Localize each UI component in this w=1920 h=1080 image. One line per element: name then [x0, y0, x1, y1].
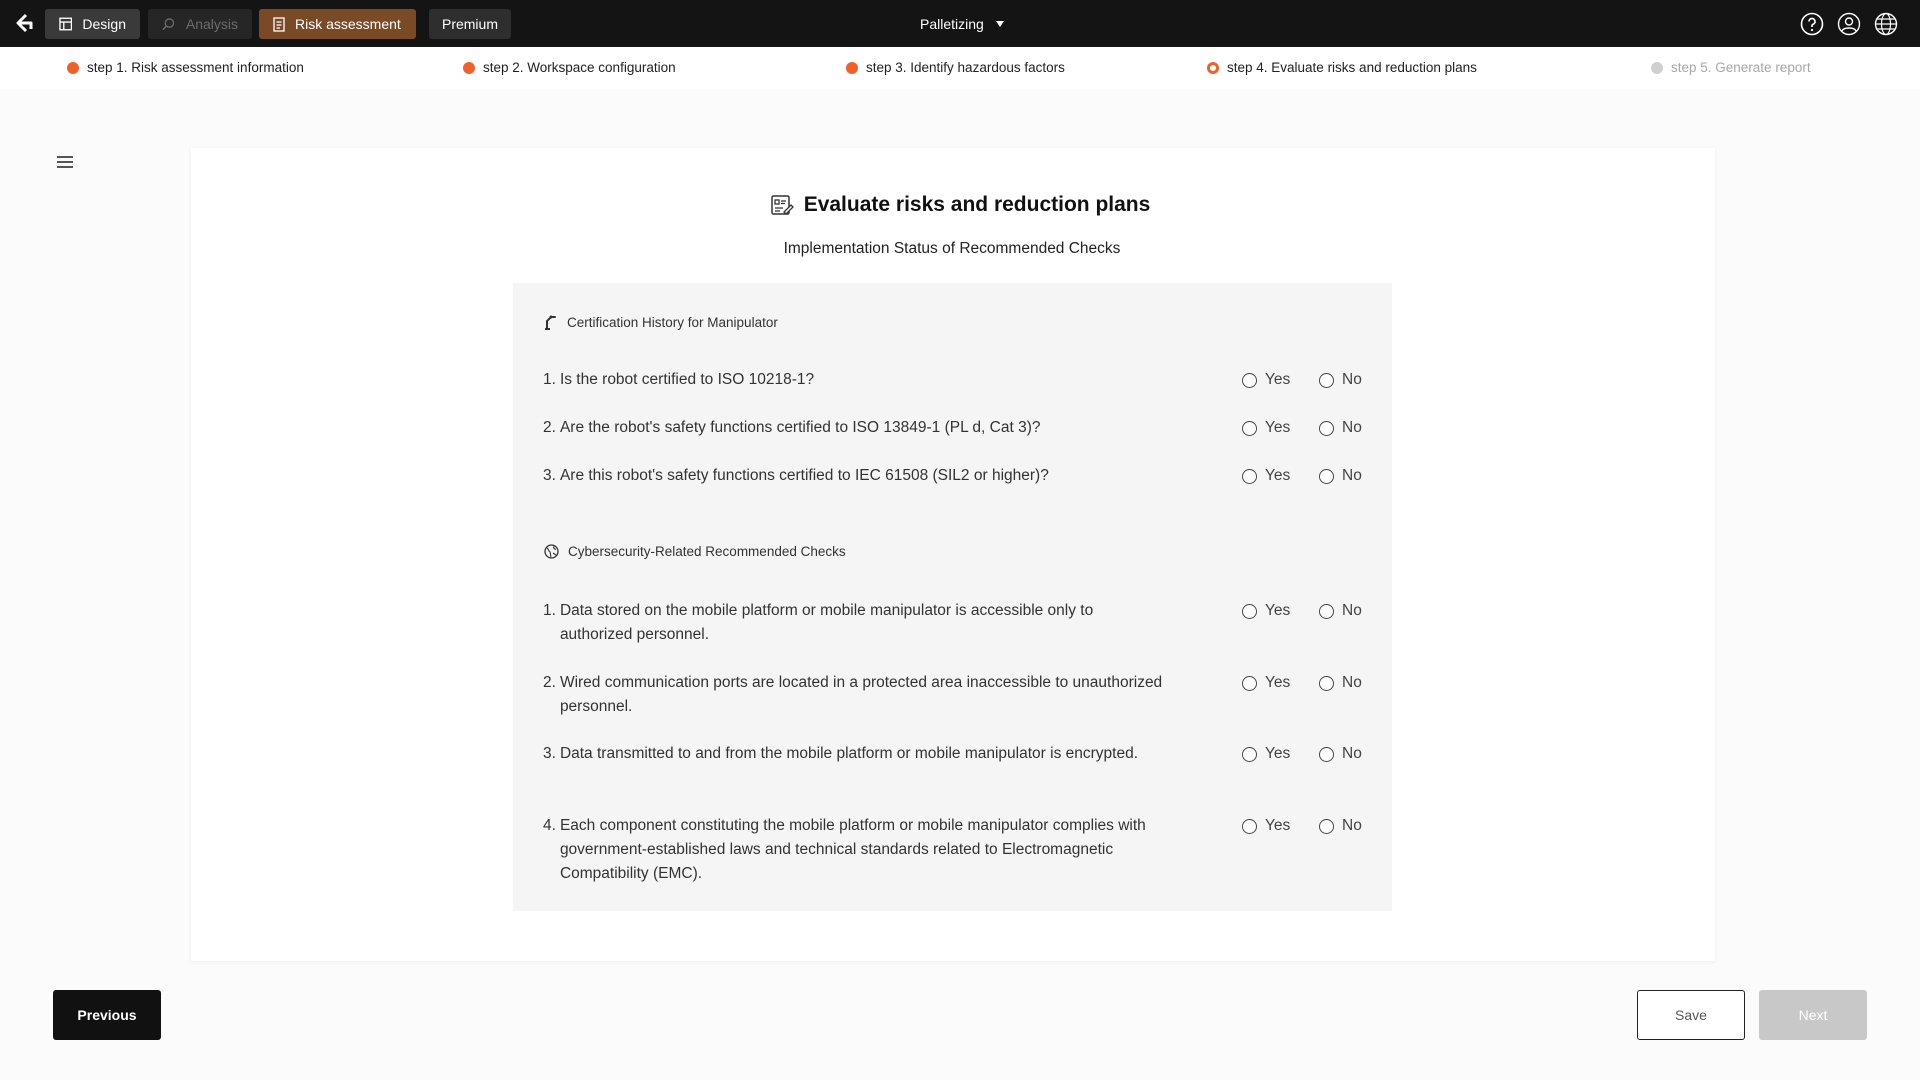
question-number: 3. — [543, 467, 556, 484]
radio-circle — [1242, 421, 1257, 436]
radio-circle — [1242, 469, 1257, 484]
question-text: Are this robot's safety functions certified to IEC 61508 (SIL2 or higher)? — [559, 467, 1049, 484]
step-label: step 4. Evaluate risks and reduction plans — [1227, 60, 1477, 75]
tab-analysis-label: Analysis — [185, 16, 238, 32]
globe-icon[interactable] — [1874, 12, 1898, 36]
tab-design-label: Design — [82, 16, 126, 32]
page-title — [0, 193, 1920, 217]
answer-yes-radio[interactable] — [1242, 599, 1290, 623]
question-row — [543, 464, 1163, 488]
yes-label: Yes — [1265, 817, 1291, 834]
question-number: 4. — [543, 817, 556, 834]
page-title-text: Evaluate risks and reduction plans — [803, 193, 1151, 216]
tab-analysis[interactable] — [148, 9, 252, 39]
robot-arm-icon — [544, 314, 558, 330]
tab-premium[interactable] — [429, 9, 511, 39]
question-text: Each component constituting the mobile platform or mobile manipulator complies with government-established laws and technical standards related to Electromagnetic Compatibility (EMC). — [559, 817, 1146, 882]
section-title: Cybersecurity-Related Recommended Checks — [568, 544, 846, 559]
yes-label: Yes — [1265, 602, 1291, 619]
step-status-dot — [67, 62, 79, 74]
question-number: 2. — [543, 674, 556, 691]
section-cybersecurity-header — [544, 544, 846, 559]
step-status-dot — [846, 62, 858, 74]
question-row — [543, 742, 1163, 766]
question-row — [543, 599, 1163, 647]
answer-no-radio[interactable] — [1319, 671, 1362, 695]
step-label: step 3. Identify hazardous factors — [866, 60, 1065, 75]
question-row — [543, 368, 1163, 392]
document-icon — [273, 17, 285, 32]
top-bar — [0, 0, 1920, 47]
yes-label: Yes — [1265, 419, 1291, 436]
radio-circle — [1242, 747, 1257, 762]
checklist-icon — [770, 193, 794, 217]
help-icon[interactable] — [1800, 12, 1824, 36]
answer-no-radio[interactable] — [1319, 599, 1362, 623]
radio-circle — [1319, 604, 1334, 619]
tab-risk-assessment-label: Risk assessment — [295, 16, 401, 32]
save-button[interactable]: Save — [1637, 990, 1745, 1040]
previous-button[interactable]: Previous — [53, 990, 161, 1040]
section-certification-header — [544, 314, 778, 330]
no-label: No — [1342, 674, 1362, 691]
section-title: Certification History for Manipulator — [567, 314, 778, 330]
question-text: Are the robot's safety functions certified to ISO 13849-1 (PL d, Cat 3)? — [559, 419, 1041, 436]
answer-yes-radio[interactable] — [1242, 742, 1290, 766]
radio-circle — [1319, 747, 1334, 762]
tab-risk-assessment[interactable] — [259, 9, 416, 39]
radio-circle — [1319, 373, 1334, 388]
no-label: No — [1342, 602, 1362, 619]
radio-circle — [1319, 421, 1334, 436]
question-text: Is the robot certified to ISO 10218-1? — [559, 371, 815, 388]
radio-circle — [1319, 676, 1334, 691]
radio-circle — [1319, 469, 1334, 484]
radio-circle — [1242, 676, 1257, 691]
answer-no-radio[interactable] — [1319, 464, 1362, 488]
step-4[interactable] — [1207, 60, 1477, 75]
question-text: Wired communication ports are located in a protected area inaccessible to unauthorized personnel. — [559, 674, 1163, 715]
step-1[interactable] — [67, 60, 304, 75]
answer-yes-radio[interactable] — [1242, 464, 1290, 488]
radio-circle — [1242, 604, 1257, 619]
question-number: 2. — [543, 419, 556, 436]
analysis-icon — [162, 17, 176, 31]
tab-premium-label: Premium — [441, 16, 498, 32]
project-name: Palletizing — [920, 16, 984, 32]
yes-label: Yes — [1265, 371, 1291, 388]
globe-icon — [544, 544, 559, 559]
answer-no-radio[interactable] — [1319, 814, 1362, 838]
question-number: 1. — [543, 371, 556, 388]
no-label: No — [1342, 467, 1362, 484]
step-status-dot — [1651, 62, 1663, 74]
answer-yes-radio[interactable] — [1242, 671, 1290, 695]
step-label: step 5. Generate report — [1671, 60, 1811, 75]
question-text: Data transmitted to and from the mobile platform or mobile manipulator is encrypted. — [559, 745, 1139, 762]
no-label: No — [1342, 419, 1362, 436]
answer-yes-radio[interactable] — [1242, 814, 1290, 838]
radio-circle — [1319, 819, 1334, 834]
answer-no-radio[interactable] — [1319, 416, 1362, 440]
answer-yes-radio[interactable] — [1242, 416, 1290, 440]
user-icon[interactable] — [1837, 12, 1861, 36]
question-row — [543, 416, 1163, 440]
step-5[interactable] — [1651, 60, 1811, 75]
project-select[interactable] — [920, 14, 1004, 34]
step-status-dot — [463, 62, 475, 74]
step-2[interactable] — [463, 60, 676, 75]
no-label: No — [1342, 745, 1362, 762]
chevron-down-icon — [996, 21, 1004, 27]
question-number: 1. — [543, 602, 556, 619]
design-icon — [59, 17, 72, 31]
back-arrow-icon[interactable] — [14, 12, 36, 34]
hamburger-menu-icon[interactable] — [57, 156, 73, 170]
step-label: step 1. Risk assessment information — [87, 60, 304, 75]
step-label: step 2. Workspace configuration — [483, 60, 676, 75]
page-subtitle: Implementation Status of Recommended Checks — [783, 240, 1121, 257]
answer-no-radio[interactable] — [1319, 742, 1362, 766]
yes-label: Yes — [1265, 674, 1291, 691]
tab-design[interactable] — [45, 9, 140, 39]
step-status-dot — [1207, 62, 1219, 74]
answer-no-radio[interactable] — [1319, 368, 1362, 392]
stepper — [0, 47, 1920, 89]
radio-circle — [1242, 373, 1257, 388]
no-label: No — [1342, 371, 1362, 388]
question-row — [543, 814, 1163, 886]
question-text: Data stored on the mobile platform or mobile manipulator is accessible only to authorized personnel. — [559, 602, 1094, 643]
question-number: 3. — [543, 745, 556, 762]
question-row — [543, 671, 1163, 719]
no-label: No — [1342, 817, 1362, 834]
radio-circle — [1242, 819, 1257, 834]
next-button[interactable]: Next — [1759, 990, 1867, 1040]
answer-yes-radio[interactable] — [1242, 368, 1290, 392]
yes-label: Yes — [1265, 467, 1291, 484]
yes-label: Yes — [1265, 745, 1291, 762]
step-3[interactable] — [846, 60, 1065, 75]
